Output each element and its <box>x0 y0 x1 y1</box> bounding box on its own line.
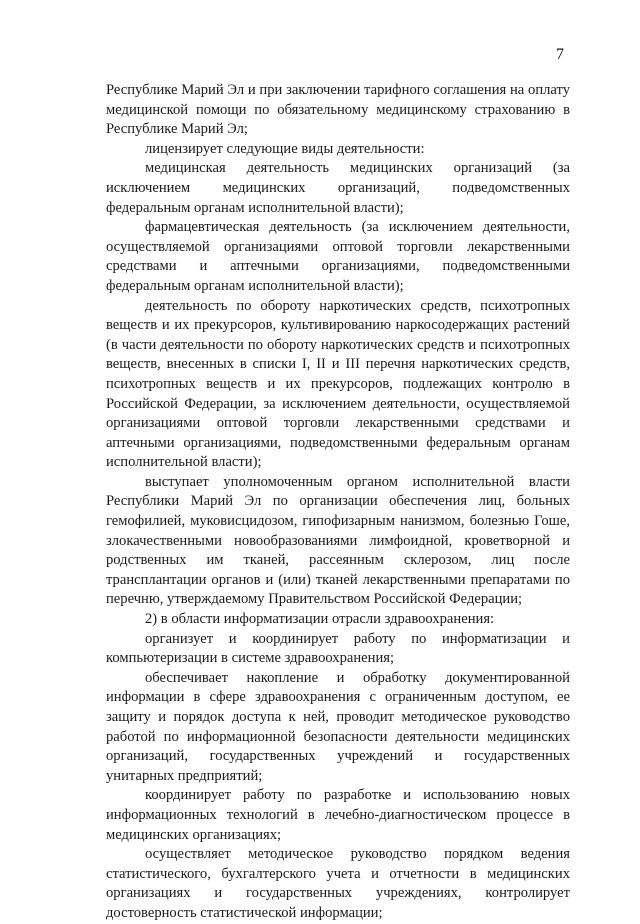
paragraph-pharmaceutical-activity: фармацевтическая деятельность (за исключением деятельности, осуществляемой организациями оптовой торговли лекарственными средствами и аптечными организациями, подведомственными федеральным органам исполнительной власти); <box>106 219 570 294</box>
paragraph-organizes-informatization: организует и координирует работу по информатизации и компьютеризации в системе здравоохранения; <box>106 630 570 667</box>
paragraph-narcotics-activity: деятельность по обороту наркотических средств, психотропных веществ и их прекурсоров, культивированию наркосодержащих растений (в части деятельности по обороту наркотических средств и психотропных веществ, внесенных в списки I, II и III перечня наркотических средств, психотропных веществ и их прекурсоров, подлежащих контролю в Российской Федерации, за исключением деятельности, осуществляемой организациями оптовой торговли лекарственными средствами и аптечными организациями, подведомственными федеральным органам исполнительной власти); <box>106 297 570 471</box>
paragraph-medical-activity: медицинская деятельность медицинских организаций (за исключением медицинских организаций, подведомственных федеральным органам исполнительной власти); <box>106 160 570 216</box>
paragraph-statistics-guidance: осуществляет методическое руководство порядком ведения статистического, бухгалтерского учета и отчетности в медицинских организациях и государственных учреждениях, контролирует достоверность статистической информации; <box>106 846 570 921</box>
paragraph-continuation: Республике Марий Эл и при заключении тарифного соглашения на оплату медицинской помощи по обязательному медицинскому страхованию в Республике Марий Эл; <box>106 82 570 138</box>
page-number: 7 <box>556 46 564 63</box>
paragraph-authorized-body: выступает уполномоченным органом исполнительной власти Республики Марий Эл по организации обеспечения лиц, больных гемофилией, муковисцидозом, гипофизарным нанизмом, болезнью Гоше, злокачественными новообразованиями лимфоидной, кроветворной и родственных им тканей, рассеянным склерозом, лиц после трансплантации органов и (или) тканей лекарственными препаратами по перечню, утверждаемому Правительством Российской Федерации; <box>106 473 570 608</box>
paragraph-informatization-heading: 2) в области информатизации отрасли здравоохранения: <box>145 611 495 628</box>
paragraph-licensing-intro: лицензирует следующие виды деятельности: <box>145 140 425 157</box>
paragraph-new-technologies: координирует работу по разработке и использованию новых информационных технологий в лечебно-диагностическом процессе в медицинских организациях; <box>106 787 570 843</box>
document-body <box>106 81 570 924</box>
paragraph-information-security: обеспечивает накопление и обработку документированной информации в сфере здравоохранения с ограниченным доступом, ее защиту и порядок доступа к ней, проводит методическое руководство работой по информационной безопасности деятельности медицинских организаций, государственных учреждений и государственных унитарных предприятий; <box>106 669 570 784</box>
